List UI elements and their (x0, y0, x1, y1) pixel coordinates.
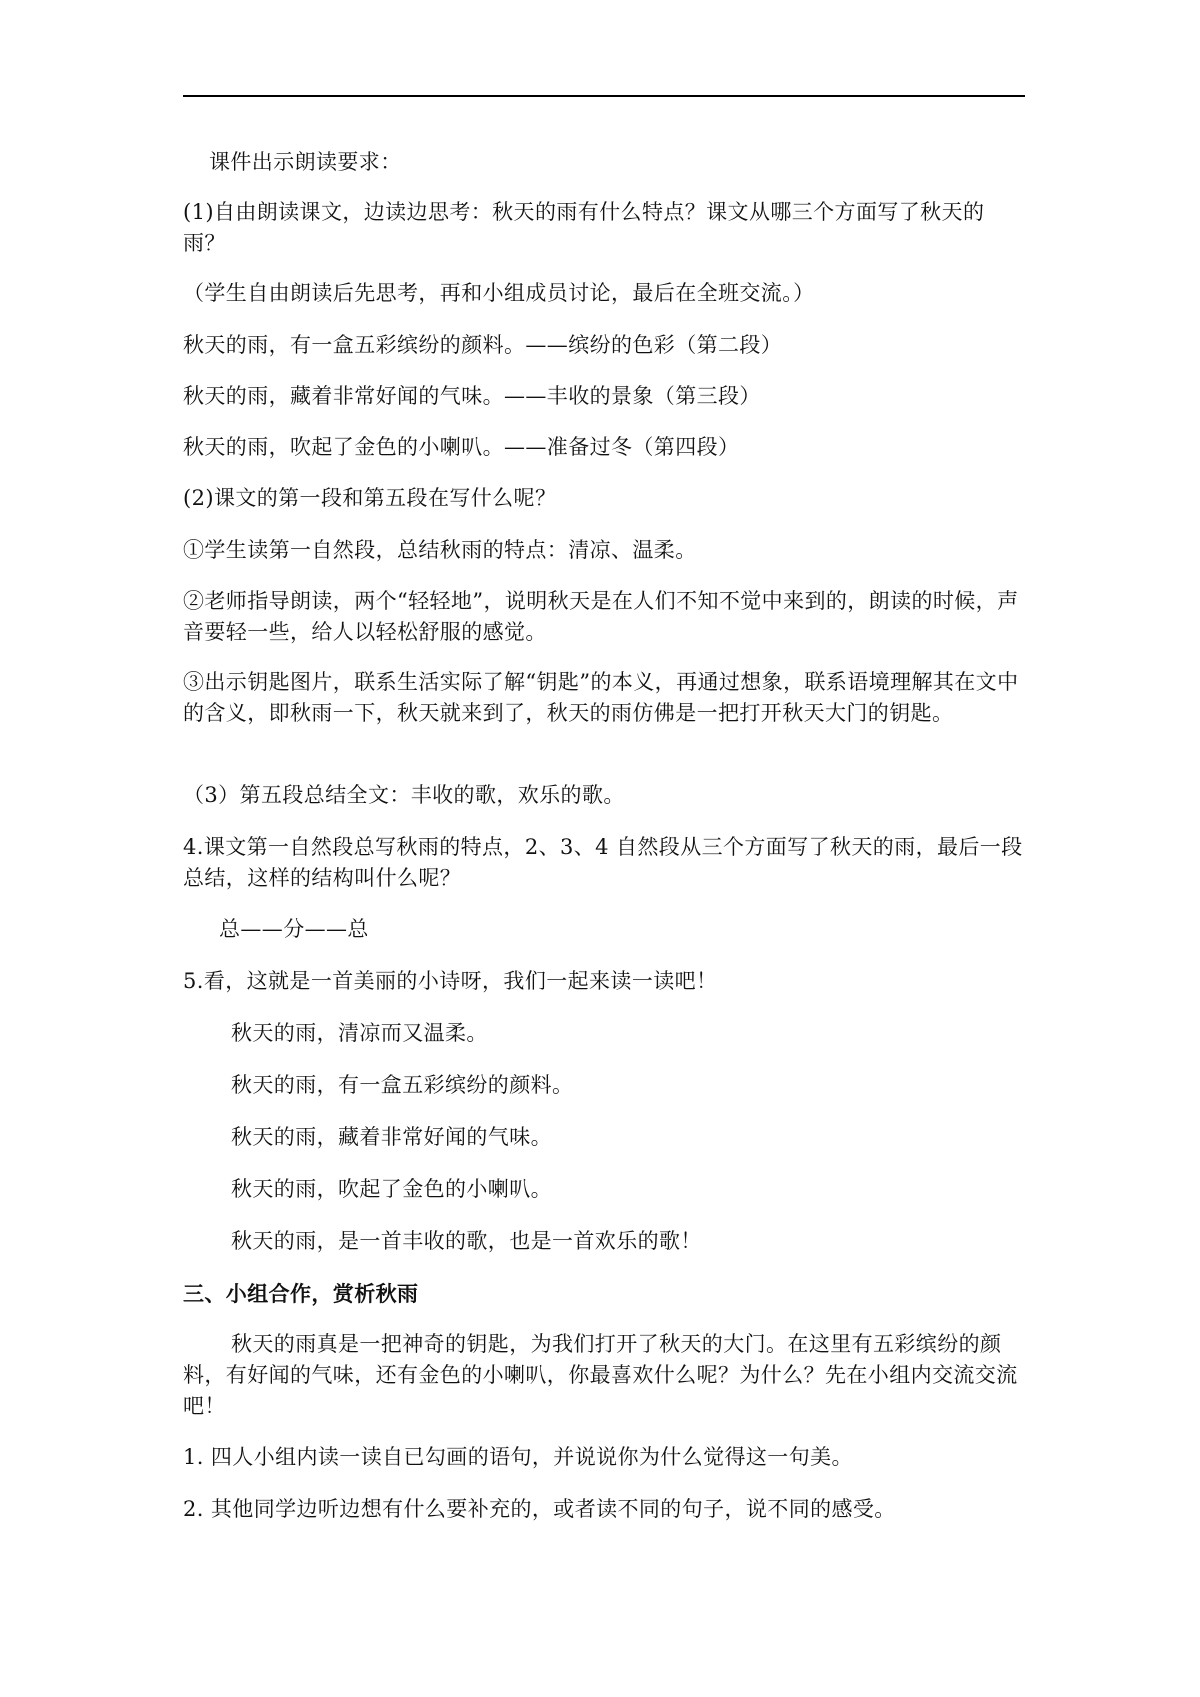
section-3-intro: 秋天的雨真是一把神奇的钥匙，为我们打开了秋天的大门。在这里有五彩缤纷的颜料，有好闻的气味，还有金色的小喇叭，你最喜欢什么呢？为什么？先在小组内交流交流吧！ (183, 1332, 1018, 1418)
poem-line-2: 秋天的雨，有一盒五彩缤纷的颜料。 (231, 1073, 574, 1097)
section-3-heading: 三、小组合作，赏析秋雨 (183, 1281, 419, 1306)
poem-line-4: 秋天的雨，吹起了金色的小喇叭。 (231, 1177, 552, 1201)
reading-requirements-heading: 课件出示朗读要求： (209, 150, 402, 174)
group-step-2: 2. 其他同学边听边想有什么要补充的，或者读不同的句子，说不同的感受。 (183, 1497, 896, 1521)
point-3-key-image: ③出示钥匙图片，联系生活实际了解“钥匙”的本义，再通过想象，联系语境理解其在文中的含义，即秋雨一下，秋天就来到了，秋天的雨仿佛是一把打开秋天大门的钥匙。 (183, 670, 1019, 725)
requirement-1: (1)自由朗读课文，边读边思考：秋天的雨有什么特点？课文从哪三个方面写了秋天的雨？ (183, 200, 985, 255)
poem-line-5: 秋天的雨，是一首丰收的歌，也是一首欢乐的歌！ (231, 1229, 702, 1253)
requirement-3-summary: （3）第五段总结全文：丰收的歌，欢乐的歌。 (183, 783, 625, 807)
question-4-structure: 4.课文第一自然段总写秋雨的特点，2、3、4 自然段从三个方面写了秋天的雨，最后一段总结，这样的结构叫什么呢？ (183, 835, 1023, 890)
point-2-teacher-guidance: ②老师指导朗读，两个“轻轻地”，说明秋天是在人们不知不觉中来到的，朗读的时候，声音要轻一些，给人以轻松舒服的感觉。 (183, 589, 1019, 644)
group-step-1: 1. 四人小组内读一读自已勾画的语句，并说说你为什么觉得这一句美。 (183, 1445, 853, 1469)
header-rule (183, 95, 1025, 97)
answer-line-winter: 秋天的雨，吹起了金色的小喇叭。——准备过冬（第四段） (183, 435, 740, 459)
item-5-poem-intro: 5.看，这就是一首美丽的小诗呀，我们一起来读一读吧！ (183, 969, 718, 993)
answer-line-harvest: 秋天的雨，藏着非常好闻的气味。——丰收的景象（第三段） (183, 384, 761, 408)
point-1-first-paragraph: ①学生读第一自然段，总结秋雨的特点：清凉、温柔。 (183, 538, 697, 562)
requirement-2: (2)课文的第一段和第五段在写什么呢？ (183, 486, 557, 510)
student-activity-note: （学生自由朗读后先思考，再和小组成员讨论，最后在全班交流。） (183, 281, 815, 305)
poem-line-1: 秋天的雨，清凉而又温柔。 (231, 1021, 488, 1045)
poem-line-3: 秋天的雨，藏着非常好闻的气味。 (231, 1125, 552, 1149)
structure-answer: 总——分——总 (219, 917, 369, 941)
answer-line-colors: 秋天的雨，有一盒五彩缤纷的颜料。——缤纷的色彩（第二段） (183, 333, 783, 357)
